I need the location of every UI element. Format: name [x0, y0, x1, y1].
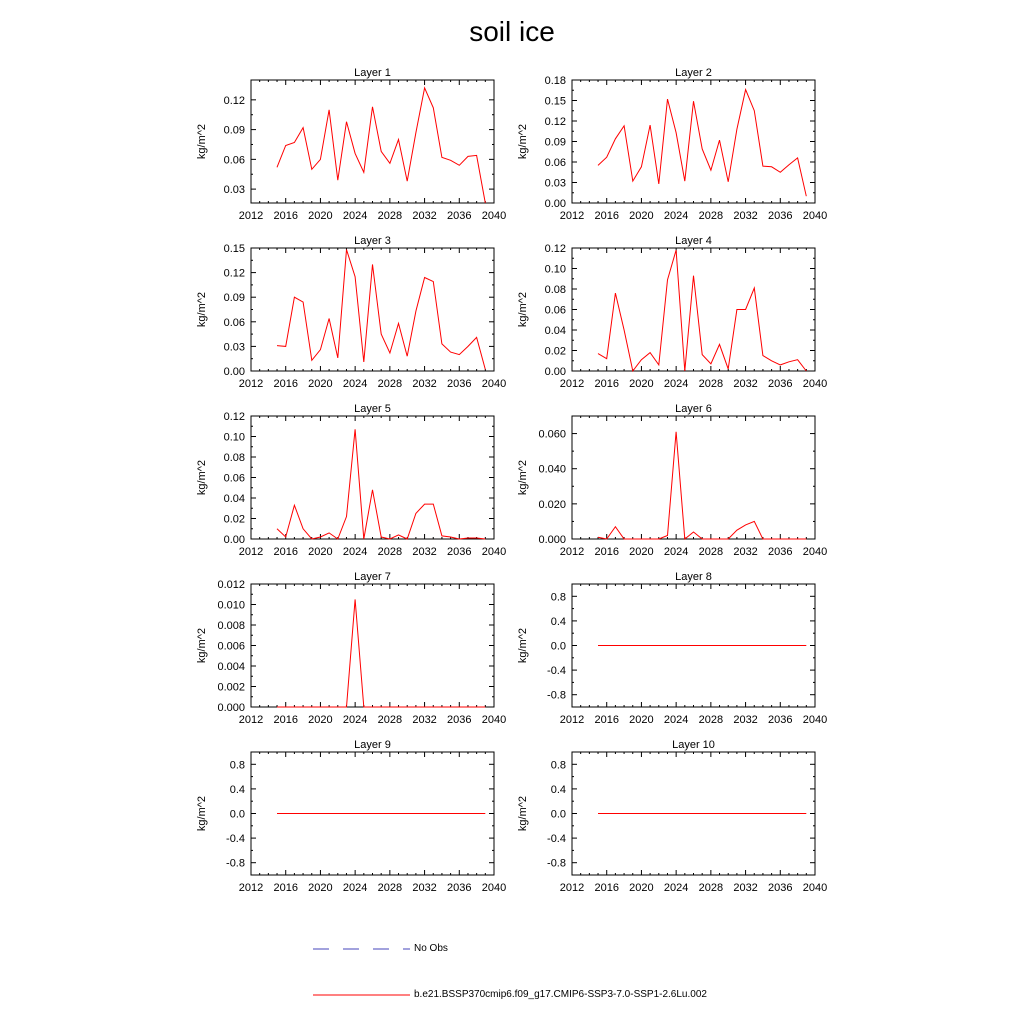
panel-layer-3 — [196, 235, 506, 390]
x-tick-label: 2020 — [629, 546, 654, 558]
x-tick-label: 2028 — [698, 882, 724, 894]
y-tick-label: 0.12 — [544, 116, 566, 128]
y-tick-label: -0.8 — [547, 857, 566, 870]
x-tick-label: 2028 — [377, 378, 403, 390]
panel-layer-9 — [196, 739, 506, 894]
y-tick-label: -0.8 — [547, 689, 566, 702]
y-tick-label: -0.4 — [547, 833, 566, 846]
panel-title: Layer 7 — [354, 571, 391, 583]
plot-frame — [251, 416, 494, 539]
x-tick-label: 2028 — [377, 714, 403, 726]
y-tick-label: 0.18 — [544, 75, 566, 87]
series-line — [277, 429, 485, 539]
y-tick-label: 0.12 — [223, 267, 245, 280]
y-axis-label: kg/m^2 — [196, 795, 208, 832]
panel-title: Layer 2 — [675, 67, 712, 79]
x-tick-label: 2016 — [273, 546, 298, 558]
panel-title: Layer 8 — [675, 571, 712, 583]
y-tick-label: 0.8 — [229, 759, 245, 772]
x-tick-label: 2036 — [447, 714, 472, 726]
x-tick-label: 2016 — [594, 210, 619, 222]
y-tick-label: 0.03 — [223, 341, 245, 354]
x-tick-label: 2012 — [559, 546, 585, 558]
y-tick-label: 0.00 — [544, 198, 566, 210]
panel-layer-7 — [196, 571, 506, 726]
y-tick-label: 0.000 — [217, 702, 245, 714]
x-tick-label: 2040 — [802, 714, 828, 726]
x-tick-label: 2016 — [273, 378, 298, 390]
plot-frame — [572, 80, 815, 203]
y-tick-label: 0.4 — [229, 783, 245, 796]
x-tick-label: 2012 — [238, 210, 264, 222]
y-tick-label: 0.06 — [544, 157, 566, 169]
x-tick-label: 2040 — [481, 210, 507, 222]
y-tick-label: -0.4 — [226, 833, 245, 846]
series-line — [277, 250, 485, 370]
x-tick-label: 2028 — [377, 210, 403, 222]
y-tick-label: 0.00 — [544, 366, 566, 378]
x-tick-label: 2016 — [594, 546, 619, 558]
y-tick-label: 0.06 — [223, 316, 245, 329]
y-tick-label: 0.15 — [223, 243, 245, 255]
y-tick-label: 0.08 — [223, 452, 245, 464]
y-axis-label: kg/m^2 — [196, 627, 208, 664]
x-tick-label: 2024 — [663, 378, 689, 390]
x-tick-label: 2040 — [802, 546, 828, 558]
x-tick-label: 2040 — [481, 882, 507, 894]
x-tick-label: 2032 — [412, 210, 437, 222]
x-tick-label: 2040 — [481, 378, 507, 390]
x-tick-label: 2032 — [412, 546, 437, 558]
panel-layer-10 — [517, 739, 827, 894]
x-tick-label: 2032 — [733, 546, 758, 558]
x-tick-label: 2036 — [447, 210, 472, 222]
y-tick-label: 0.02 — [223, 513, 245, 526]
panel-title: Layer 3 — [354, 235, 391, 247]
panel-title: Layer 10 — [672, 739, 715, 751]
x-tick-label: 2020 — [629, 714, 654, 726]
y-axis-label: kg/m^2 — [196, 123, 208, 160]
x-tick-label: 2020 — [629, 378, 654, 390]
x-tick-label: 2020 — [308, 546, 333, 558]
x-tick-label: 2020 — [308, 378, 333, 390]
y-tick-label: 0.04 — [544, 325, 566, 337]
y-axis-label: kg/m^2 — [517, 627, 529, 664]
y-tick-label: 0.12 — [544, 243, 566, 255]
x-tick-label: 2028 — [698, 210, 724, 222]
y-tick-label: 0.00 — [223, 366, 245, 378]
x-tick-label: 2012 — [559, 882, 585, 894]
y-tick-label: 0.8 — [550, 759, 566, 772]
y-tick-label: -0.4 — [547, 665, 566, 678]
x-tick-label: 2036 — [768, 546, 793, 558]
y-axis-label: kg/m^2 — [517, 459, 529, 496]
panel-title: Layer 1 — [354, 67, 391, 79]
x-tick-label: 2012 — [238, 714, 264, 726]
y-tick-label: 0.012 — [217, 579, 245, 591]
panel-title: Layer 9 — [354, 739, 391, 751]
y-axis-label: kg/m^2 — [517, 795, 529, 832]
plot-frame — [572, 416, 815, 539]
x-tick-label: 2028 — [377, 546, 403, 558]
y-axis-label: kg/m^2 — [517, 291, 529, 328]
series-line — [598, 250, 806, 371]
y-tick-label: 0.010 — [217, 599, 245, 612]
legend — [313, 949, 410, 995]
y-tick-label: 0.12 — [223, 411, 245, 423]
x-tick-label: 2024 — [663, 714, 689, 726]
x-tick-label: 2036 — [768, 210, 793, 222]
x-tick-label: 2036 — [447, 546, 472, 558]
x-tick-label: 2020 — [629, 882, 654, 894]
x-tick-label: 2016 — [594, 714, 619, 726]
x-tick-label: 2040 — [802, 882, 828, 894]
y-tick-label: 0.03 — [223, 184, 245, 197]
y-tick-label: 0.0 — [229, 808, 245, 821]
y-tick-label: 0.040 — [538, 463, 566, 476]
x-tick-label: 2016 — [273, 714, 298, 726]
x-tick-label: 2032 — [733, 882, 758, 894]
panel-layer-6 — [517, 403, 827, 558]
x-tick-label: 2040 — [802, 378, 828, 390]
y-tick-label: 0.008 — [217, 620, 245, 632]
x-tick-label: 2024 — [342, 714, 368, 726]
y-tick-label: 0.4 — [550, 783, 566, 796]
plot-frame — [251, 80, 494, 203]
x-tick-label: 2024 — [342, 210, 368, 222]
y-axis-label: kg/m^2 — [196, 459, 208, 496]
y-tick-label: 0.10 — [544, 263, 566, 276]
y-tick-label: -0.8 — [226, 857, 245, 870]
series-line — [277, 88, 485, 203]
y-tick-label: 0.020 — [538, 498, 566, 511]
y-tick-label: 0.0 — [550, 808, 566, 821]
x-tick-label: 2020 — [308, 882, 333, 894]
y-axis-label: kg/m^2 — [196, 291, 208, 328]
x-tick-label: 2032 — [412, 714, 437, 726]
y-tick-label: 0.03 — [544, 177, 566, 190]
series-line — [598, 432, 806, 539]
y-tick-label: 0.09 — [223, 292, 245, 305]
figure-title: soil ice — [469, 16, 555, 47]
x-tick-label: 2028 — [377, 882, 403, 894]
x-tick-label: 2012 — [238, 882, 264, 894]
x-tick-label: 2028 — [698, 714, 724, 726]
panel-layer-8 — [517, 571, 827, 726]
x-tick-label: 2032 — [733, 378, 758, 390]
x-tick-label: 2032 — [412, 882, 437, 894]
x-tick-label: 2012 — [559, 378, 585, 390]
x-tick-label: 2016 — [273, 210, 298, 222]
x-tick-label: 2028 — [698, 378, 724, 390]
series-line — [598, 90, 806, 197]
x-tick-label: 2012 — [238, 378, 264, 390]
x-tick-label: 2040 — [481, 714, 507, 726]
x-tick-label: 2016 — [594, 378, 619, 390]
x-tick-label: 2016 — [594, 882, 619, 894]
y-tick-label: 0.4 — [550, 615, 566, 628]
plot-frame — [251, 584, 494, 707]
panel-title: Layer 6 — [675, 403, 712, 415]
x-tick-label: 2020 — [308, 210, 333, 222]
panel-layer-1 — [196, 67, 506, 222]
plot-frame — [572, 248, 815, 371]
legend-obs-label: No Obs — [414, 943, 448, 954]
x-tick-label: 2032 — [733, 714, 758, 726]
x-tick-label: 2012 — [559, 714, 585, 726]
x-tick-label: 2028 — [698, 546, 724, 558]
x-tick-label: 2040 — [481, 546, 507, 558]
y-tick-label: 0.10 — [223, 431, 245, 444]
y-tick-label: 0.006 — [217, 640, 245, 653]
x-tick-label: 2024 — [663, 210, 689, 222]
y-tick-label: 0.00 — [223, 534, 245, 546]
y-axis-label: kg/m^2 — [517, 123, 529, 160]
panel-title: Layer 4 — [675, 235, 712, 247]
y-tick-label: 0.04 — [223, 493, 245, 505]
panel-title: Layer 5 — [354, 403, 391, 415]
y-tick-label: 0.06 — [544, 304, 566, 317]
series-line — [277, 599, 485, 707]
y-tick-label: 0.8 — [550, 591, 566, 604]
y-tick-label: 0.060 — [538, 428, 566, 441]
y-tick-label: 0.12 — [223, 94, 245, 107]
x-tick-label: 2036 — [447, 882, 472, 894]
x-tick-label: 2024 — [663, 546, 689, 558]
x-tick-label: 2024 — [663, 882, 689, 894]
y-tick-label: 0.004 — [217, 661, 245, 673]
y-tick-label: 0.15 — [544, 95, 566, 108]
x-tick-label: 2012 — [238, 546, 264, 558]
x-tick-label: 2036 — [768, 378, 793, 390]
x-tick-label: 2024 — [342, 882, 368, 894]
x-tick-label: 2020 — [308, 714, 333, 726]
y-tick-label: 0.08 — [544, 284, 566, 296]
y-tick-label: 0.0 — [550, 640, 566, 653]
panel-layer-5 — [196, 403, 506, 558]
x-tick-label: 2032 — [733, 210, 758, 222]
x-tick-label: 2016 — [273, 882, 298, 894]
y-tick-label: 0.09 — [223, 124, 245, 137]
y-tick-label: 0.06 — [223, 472, 245, 485]
x-tick-label: 2036 — [768, 714, 793, 726]
panel-layer-4 — [517, 235, 827, 390]
x-tick-label: 2036 — [768, 882, 793, 894]
x-tick-label: 2024 — [342, 378, 368, 390]
y-tick-label: 0.02 — [544, 345, 566, 358]
y-tick-label: 0.09 — [544, 136, 566, 149]
x-tick-label: 2024 — [342, 546, 368, 558]
x-tick-label: 2040 — [802, 210, 828, 222]
x-tick-label: 2036 — [447, 378, 472, 390]
y-tick-label: 0.002 — [217, 681, 245, 694]
x-tick-label: 2020 — [629, 210, 654, 222]
x-tick-label: 2032 — [412, 378, 437, 390]
x-tick-label: 2012 — [559, 210, 585, 222]
y-tick-label: 0.000 — [538, 534, 566, 546]
y-tick-label: 0.06 — [223, 154, 245, 167]
legend-model-label: b.e21.BSSP370cmip6.f09_g17.CMIP6-SSP3-7.0-SSP1-2.6Lu.002 — [414, 989, 707, 1000]
panel-layer-2 — [517, 67, 827, 222]
